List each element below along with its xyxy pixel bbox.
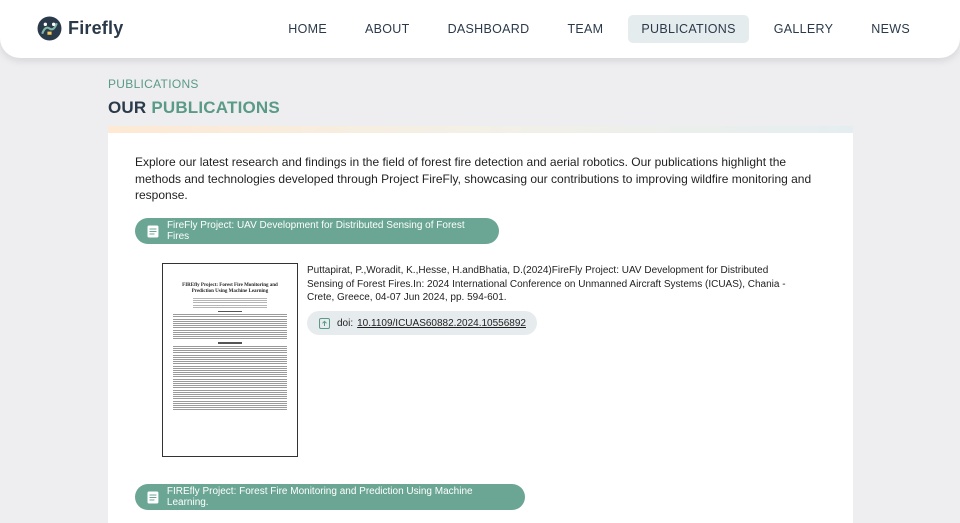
page-title-part2: PUBLICATIONS	[151, 98, 280, 117]
publications-card	[108, 126, 853, 523]
document-icon	[147, 491, 159, 504]
card-accent-bar	[108, 126, 853, 133]
paper-thumbnail[interactable]	[162, 263, 298, 457]
page-title-part1: OUR	[108, 98, 152, 117]
site-header	[0, 0, 960, 58]
nav-about[interactable]: ABOUT	[365, 22, 410, 36]
nav-gallery[interactable]: GALLERY	[773, 22, 834, 36]
publication-title-button[interactable]	[135, 218, 499, 244]
doi-badge	[307, 311, 537, 335]
doi-label: doi:	[337, 317, 354, 329]
page-title	[108, 98, 280, 118]
publication-title-label: FireFly Project: UAV Development for Distributed Sensing of Forest Fires	[166, 220, 465, 242]
nav-news[interactable]: NEWS	[871, 22, 910, 36]
nav-home[interactable]: HOME	[288, 22, 327, 36]
publication-title-label-2: FIREfly Project: Forest Fire Monitoring and Prediction Using Machine Learning.	[166, 486, 473, 508]
citation-text: Puttapirat, P.,Woradit, K.,Hesse, H.andBhatia, D.(2024)FireFly Project: UAV Development for Distributed Sensing of Forest Fires.In: 2024 International Conference on Unmanned Aircraft Systems (ICUAS), Chania - Crete, Greece, 04-07 Jun 2024, pp. 594-601.	[307, 265, 786, 303]
publication-title-button-2[interactable]	[135, 484, 525, 510]
nav-dashboard[interactable]: DASHBOARD	[447, 22, 530, 36]
doi-link[interactable]: 10.1109/ICUAS60882.2024.10556892	[357, 317, 526, 329]
nav-publications[interactable]: PUBLICATIONS	[628, 15, 748, 43]
firefly-logo-icon	[37, 16, 62, 41]
document-icon	[147, 225, 159, 238]
logo-text: Firefly	[68, 18, 124, 38]
external-link-icon	[319, 318, 330, 329]
thumbnail-title: FIREfly Project: Forest Fire Monitoring and Prediction Using Machine Learning	[182, 283, 278, 294]
nav-team[interactable]: TEAM	[567, 22, 604, 36]
intro-text: Explore our latest research and findings in the field of forest fire detection and aerial robotics. Our publications highlight the methods and technologies developed through Project FireFly, showcasing our contributions to improving wildfire monitoring and response.	[135, 155, 812, 202]
main-nav	[263, 15, 923, 43]
logo[interactable]	[37, 16, 123, 41]
section-eyebrow: PUBLICATIONS	[108, 77, 199, 91]
